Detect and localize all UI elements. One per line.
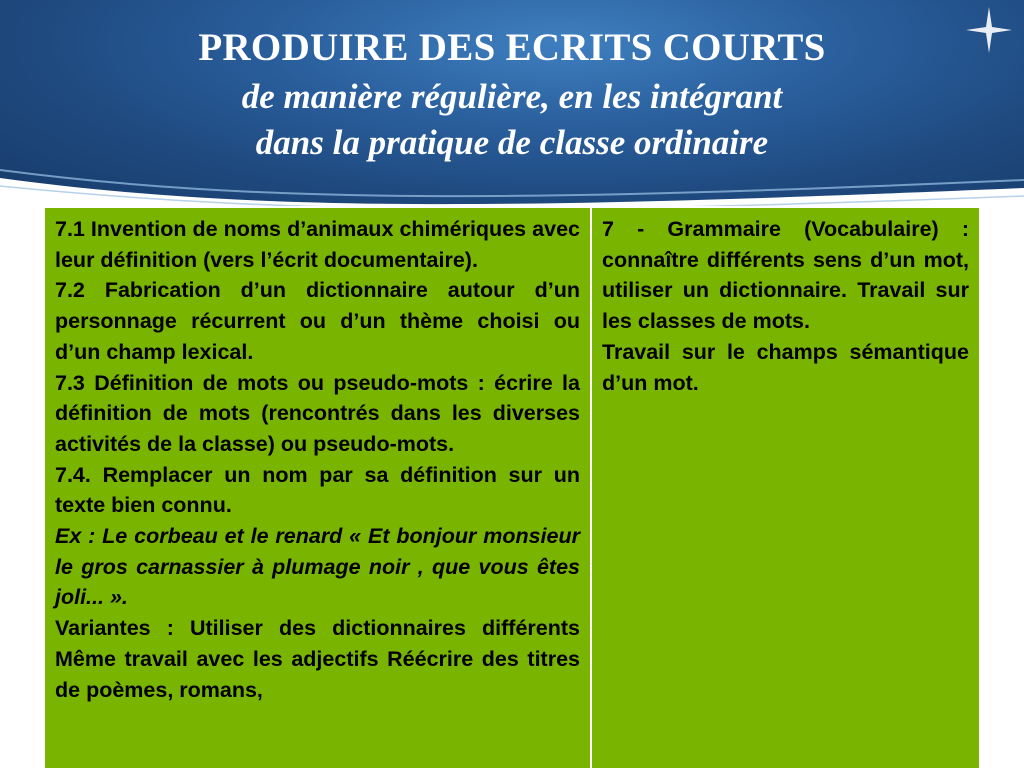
activity-7-1: 7.1 Invention de noms d’animaux chimériques avec leur définition (vers l’écrit documentaire). [55, 217, 580, 272]
slide-subtitle-line-2: dans la pratique de classe ordinaire [255, 123, 769, 162]
competency-grammar: 7 - Grammaire (Vocabulaire) : connaître différents sens d’un mot, utiliser un dictionnaire. Travail sur les classes de mots. [602, 217, 969, 334]
activity-variants: Variantes : Utiliser des dictionnaires différents Même travail avec les adjectifs Réécrire des titres de poèmes, romans, [55, 616, 580, 702]
table-cell-competencies [592, 208, 979, 768]
slide-subtitle-line-1: de manière régulière, en les intégrant [241, 77, 783, 116]
title-block [0, 22, 1024, 166]
slide-title: PRODUIRE DES ECRITS COURTS [198, 26, 826, 69]
content-table [45, 206, 979, 768]
competency-semantic-field: Travail sur le champs sémantique d’un mot. [602, 339, 969, 395]
activity-7-4: 7.4. Remplacer un nom par sa définition sur un texte bien connu. [55, 462, 580, 518]
header-banner [0, 0, 1024, 210]
activity-example: Ex : Le corbeau et le renard « Et bonjour monsieur le gros carnassier à plumage noir , que vous êtes joli... ». [55, 524, 580, 610]
activity-7-3: 7.3 Définition de mots ou pseudo-mots : écrire la définition de mots (rencontrés dans les diverses activités de la classe) ou pseudo-mots. [55, 370, 580, 456]
activity-7-2: 7.2 Fabrication d’un dictionnaire autour d’un personnage récurrent ou d’un thème choisi ou d’un champ lexical. [55, 278, 580, 364]
table-cell-activities [45, 208, 592, 768]
